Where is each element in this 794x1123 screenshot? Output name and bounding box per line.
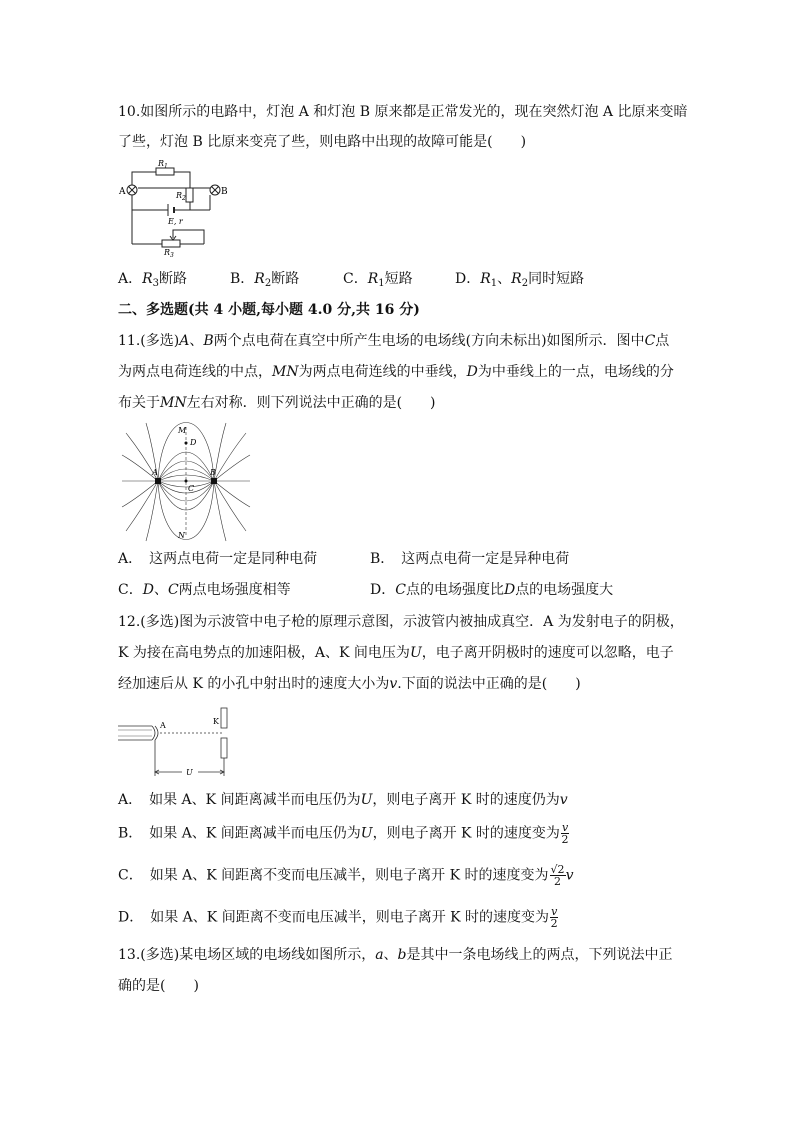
q13-stem-line2: 确的是( ) xyxy=(118,978,199,994)
q10-stem-line1: 10.如图所示的电路中，灯泡 A 和灯泡 B 原来都是正常发光的，现在突然灯泡 A 比原来变暗 xyxy=(118,104,688,120)
label-r1: $R_1$ xyxy=(158,159,168,170)
svg-text:N: N xyxy=(178,531,185,540)
charge-a-icon xyxy=(155,478,161,484)
q11-option-c: C．D、C两点电场强度相等 xyxy=(118,582,291,598)
q11-option-a: A． 这两点电荷一定是同种电荷 xyxy=(118,551,318,567)
svg-text:B: B xyxy=(210,468,216,477)
q12-option-d: D． 如果 A、K 间距离不变而电压减半，则电子离开 K 时的速度变为 $\frac{v}{2}$ xyxy=(118,905,558,930)
q10-stem-line2: 了些，灯泡 B 比原来变亮了些，则电路中出现的故障可能是( ) xyxy=(118,134,527,150)
charge-b-icon xyxy=(211,478,217,484)
label-e: E, r xyxy=(168,217,183,226)
q12-electron-gun-diagram xyxy=(118,704,238,778)
svg-text:A: A xyxy=(152,468,158,477)
svg-text:D: D xyxy=(190,438,197,447)
q12-option-b: B． 如果 A、K 间距离减半而电压仍为U，则电子离开 K 时的速度变为 $\frac{v}{2}$ xyxy=(118,821,569,846)
q12-stem-line1: 12.(多选)图为示波管中电子枪的原理示意图，示波管内被抽成真空．A 为发射电子的阴极， xyxy=(118,614,684,630)
q10-option-d: D．$R_1$、$R_2$同时短路 xyxy=(455,271,585,289)
q11-stem-line1: 11.(多选)A、B两个点电荷在真空中所产生电场的电场线(方向未标出)如图所示．图中C点 xyxy=(118,333,670,349)
section-heading: 二、多选题(共 4 小题,每小题 4.0 分,共 16 分) xyxy=(118,302,420,318)
q13-stem-line1: 13.(多选)某电场区域的电场线如图所示，a、b是其中一条电场线上的两点，下列说法中正 xyxy=(118,947,673,963)
q10-option-a: A．$R_3$断路 xyxy=(118,271,188,289)
q10-option-c: C．$R_1$短路 xyxy=(343,271,413,289)
resistor-r2 xyxy=(186,188,193,202)
q12-option-a: A． 如果 A、K 间距离减半而电压仍为U，则电子离开 K 时的速度仍为v xyxy=(118,792,568,808)
svg-text:A: A xyxy=(160,721,166,730)
q12-stem-line2: K 为接在高电势点的加速阳极，A、K 间电压为U，电子离开阴极时的速度可以忽略，电子 xyxy=(118,645,674,661)
svg-text:M: M xyxy=(178,426,187,435)
label-r2: $R_2$ xyxy=(176,191,186,202)
svg-text:K: K xyxy=(213,717,219,726)
label-r3: $R_3$ xyxy=(164,248,174,259)
q11-option-d: D．C点的电场强度比D点的电场强度大 xyxy=(370,582,614,598)
svg-text:C: C xyxy=(188,484,195,493)
q11-stem-line3: 布关于MN左右对称．则下列说法中正确的是( ) xyxy=(118,395,436,411)
label-a: A xyxy=(119,187,126,197)
q10-circuit-diagram xyxy=(118,158,228,259)
q11-field-lines-diagram xyxy=(122,423,250,541)
resistor-r3 xyxy=(162,240,180,247)
q10-option-b: B．$R_2$断路 xyxy=(230,271,300,289)
q12-option-c: C． 如果 A、K 间距离不变而电压减半，则电子离开 K 时的速度变为 $\frac{√2}{2}$ v xyxy=(118,863,574,888)
label-b: B xyxy=(221,187,228,197)
q11-option-b: B． 这两点电荷一定是异种电荷 xyxy=(370,551,570,567)
q11-stem-line2: 为两点电荷连线的中点，MN为两点电荷连线的中垂线，D为中垂线上的一点，电场线的分 xyxy=(118,364,674,380)
svg-text:U: U xyxy=(186,768,193,777)
q12-stem-line3: 经加速后从 K 的小孔中射出时的速度大小为v.下面的说法中正确的是( ) xyxy=(118,676,581,692)
